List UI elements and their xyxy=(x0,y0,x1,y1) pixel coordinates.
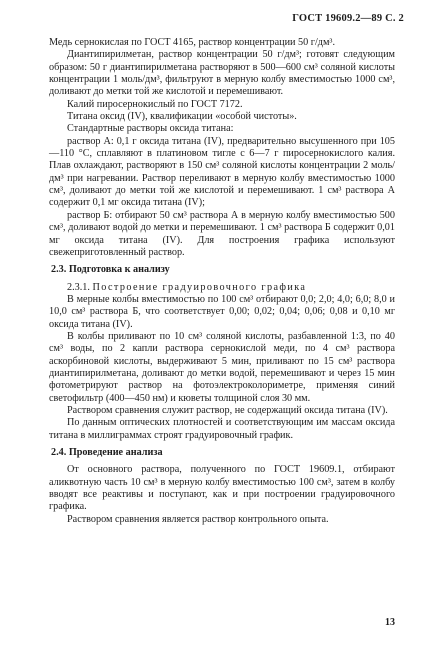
calibration-volumes-paragraph: В мерные колбы вместимостью по 100 см³ отбирают 0,0; 2,0; 4,0; 6,0; 8,0 и 10,0 см³ раствора Б, что соответствует 0,00; 0,02; 0,04; 0,06; 0,08 и 0,10 мг оксида титана (IV). xyxy=(49,293,395,330)
analysis-procedure-paragraph: От основного раствора, полученного по ГОСТ 19609.1, отбирают аликвотную часть 10 см³ в мерную колбу вместимостью 100 см³, затем в колбу вводят все реактивы и поступают, как и при построении градуировочного графика. xyxy=(49,464,395,513)
standard-solutions-intro: Стандартные растворы оксида титана: xyxy=(67,123,234,135)
page-header: ГОСТ 19609.2—89 С. 2 xyxy=(292,13,404,24)
subsection-number: 2.3.1. xyxy=(67,281,90,293)
reagent-titanium-oxide: Титана оксид (IV), квалификации «особой чистоты». xyxy=(67,111,297,123)
control-solution-paragraph: Раствором сравнения является раствор контрольного опыта. xyxy=(67,513,329,525)
calibration-graph-paragraph: По данным оптических плотностей и соответствующим им массам оксида титана в миллиграммах строят градуировочный график. xyxy=(49,417,395,441)
reference-solution-paragraph: Раствором сравнения служит раствор, не содержащий оксида титана (IV). xyxy=(67,404,388,416)
solution-b-paragraph: раствор Б: отбирают 50 см³ раствора А в мерную колбу вместимостью 500 см³, доливают водой до метки и перемешивают. 1 см³ раствора Б содержит 0,01 мг оксида титана (IV). Для построения графика используют свежеприготовленный раствор. xyxy=(49,209,395,258)
calibration-procedure-paragraph: В колбы приливают по 10 см³ соляной кислоты, разбавленной 1:3, по 40 см³ воды, по 2 капли раствора сернокислой меди, по 4 см³ раствора аскорбиновой кислоты, выдерживают 5 мин, приливают по 15 см³ раствора диантипирилметана, доливают до метки водой, перемешивают и через 15 мин фотометрируют раствор на фотоэлектроколориметре, применяя синий светофильтр (400—450 нм) и кюветы толщиной слоя 30 мм. xyxy=(49,330,395,404)
subsection-2-3-1-heading xyxy=(49,282,395,294)
reagent-copper-sulfate: Медь сернокислая по ГОСТ 4165, раствор концентрации 50 г/дм³. xyxy=(49,37,336,48)
document-body xyxy=(49,37,395,526)
section-2-4-heading: 2.4. Проведение анализа xyxy=(51,447,163,458)
subsection-title: Построение градуировочного графика xyxy=(92,281,307,293)
solution-a-paragraph: раствор А: 0,1 г оксида титана (IV), предварительно высушенного при 105—110 °С, сплавляют в платиновом тигле с 6—7 г пиросернокислого калия. Плав охлаждают, растворяют в 150 см³ соляной кислоты концентрации 2 моль/дм³ при нагревании. Раствор переливают в мерную колбу вместимостью 1000 см³, доливают до метки той же кислотой и перемешивают. 1 см³ раствора А содержит 0,1 мг оксида титана (IV); xyxy=(49,135,395,209)
section-2-3-heading: 2.3. Подготовка к анализу xyxy=(51,264,170,276)
page-number: 13 xyxy=(385,617,395,628)
reagent-diantipyrylmethane: Диантипирилметан, раствор концентрации 50 г/дм³; готовят следующим образом: 50 г диантипирилметана растворяют в 500—600 см³ соляной кислоты концентрации 1 моль/дм³, фильтруют в мерную колбу вместимостью 1000 см³, доливают до метки той же кислотой и перемешивают. xyxy=(49,49,395,98)
reagent-potassium-pyrosulfate: Калий пиросернокислый по ГОСТ 7172. xyxy=(67,98,243,110)
